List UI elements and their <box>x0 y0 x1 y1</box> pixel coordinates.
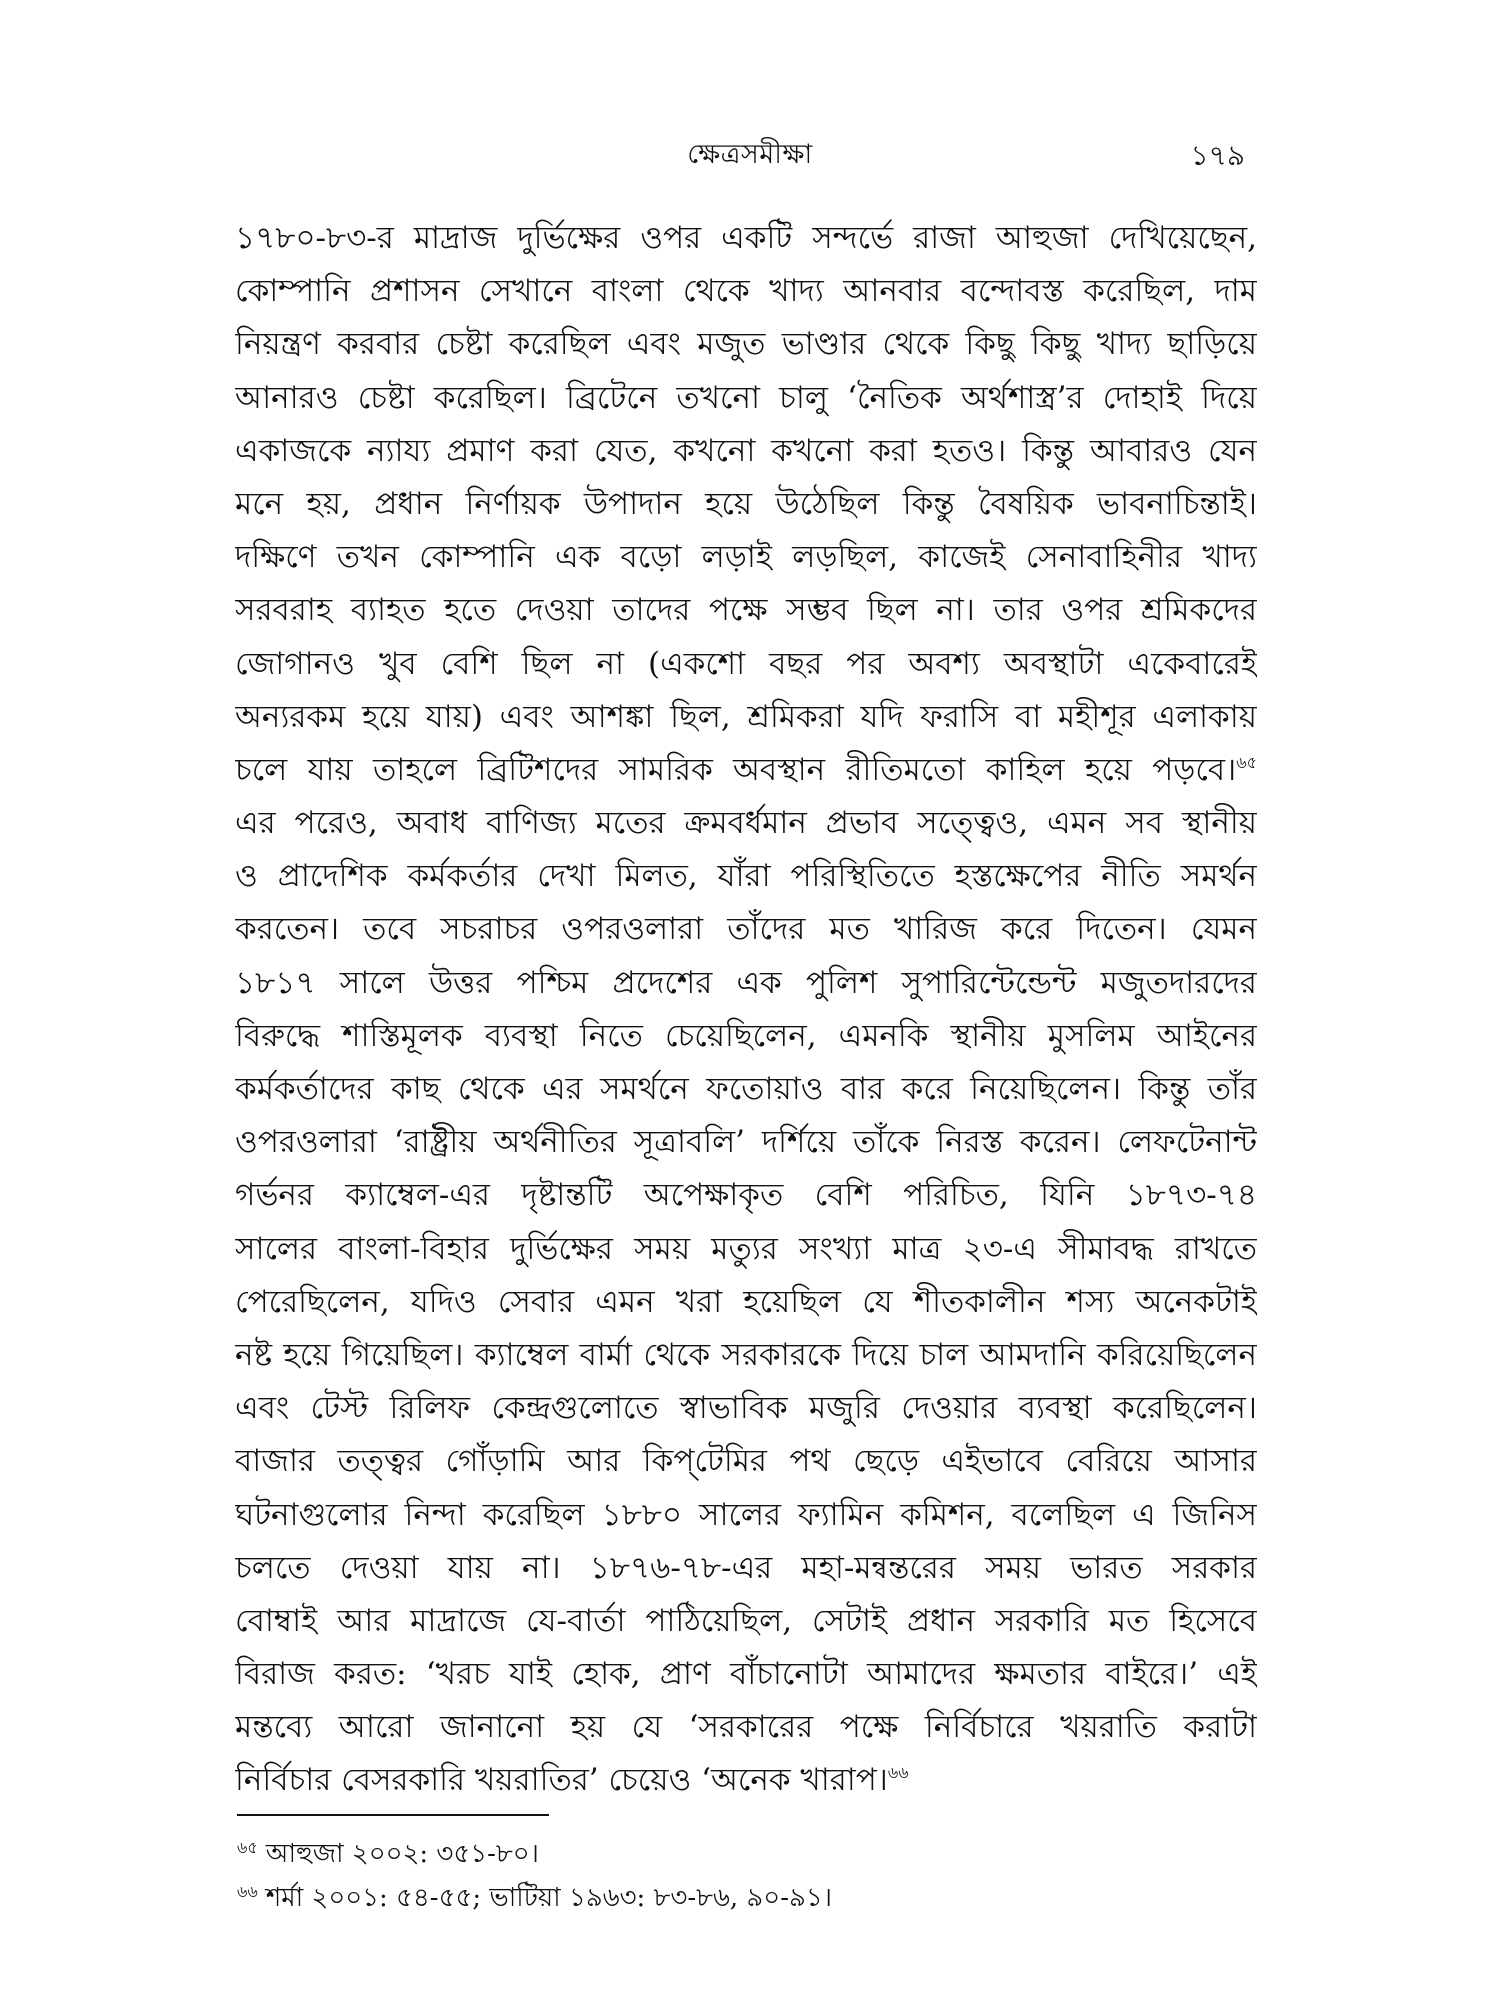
text-line-content: নির্বিচার বেসরকারি খয়রাতির’ চেয়েও ‘অনেক খারাপ। <box>235 1762 888 1799</box>
text-line: সালের বাংলা-বিহার দুর্ভিক্ষের সময় মত্যুর সংখ্যা মাত্র ২৩-এ সীমাবদ্ধ রাখতে <box>235 1230 1257 1267</box>
text-line: ১৭৮০-৮৩-র মাদ্রাজ দুর্ভিক্ষের ওপর একটি সন্দর্ভে রাজা আহুজা দেখিয়েছেন, <box>235 220 1257 256</box>
footnote-mark: ৬৫ <box>237 1838 258 1857</box>
text-line: ঘটনাগুলোর নিন্দা করেছিল ১৮৮০ সালের ফ্যামিন কমিশন, বলেছিল এ জিনিস <box>235 1496 1257 1533</box>
text-line: গর্ভনর ক্যাম্বেল-এর দৃষ্টান্তটি অপেক্ষাকৃত বেশি পরিচিত, যিনি ১৮৭৩-৭৪ <box>235 1177 1257 1214</box>
text-line: করতেন। তবে সচরাচর ওপরওলারা তাঁদের মত খারিজ করে দিতেন। যেমন <box>235 911 1257 948</box>
running-head: ক্ষেত্রসমীক্ষা <box>687 139 813 170</box>
text-line-with-note-66 <box>235 1754 1257 1807</box>
text-line: বিরুদ্ধে শাস্তিমূলক ব্যবস্থা নিতে চেয়েছিলেন, এমনকি স্থানীয় মুসলিম আইনের <box>235 1017 1257 1054</box>
footnote-divider <box>237 1814 549 1816</box>
text-line: বোম্বাই আর মাদ্রাজে যে-বার্তা পাঠিয়েছিল, সেটাই প্রধান সরকারি মত হিসেবে <box>235 1602 1257 1639</box>
footnote-reference-66[interactable]: ৬৬ <box>887 1763 909 1783</box>
text-line: আনারও চেষ্টা করেছিল। ব্রিটেনে তখনো চালু ‘নৈতিক অর্থশাস্ত্র’র দোহাই দিয়ে <box>235 379 1257 416</box>
text-line: মনে হয়, প্রধান নির্ণায়ক উপাদান হয়ে উঠেছিল কিন্তু বৈষয়িক ভাবনাচিন্তাই। <box>235 485 1257 522</box>
text-line: বিরাজ করত: ‘খরচ যাই হোক, প্রাণ বাঁচানোটা আমাদের ক্ষমতার বাইরে।’ এই <box>235 1656 1257 1693</box>
footnotes <box>237 1832 1237 1920</box>
text-line: কর্মকর্তাদের কাছ থেকে এর সমর্থনে ফতোয়াও বার করে নিয়েছিলেন। কিন্তু তাঁর <box>235 1071 1257 1107</box>
text-line: এর পরেও, অবাধ বাণিজ্য মতের ক্রমবর্ধমান প্রভাব সত্ত্বেও, এমন সব স্থানীয় <box>235 805 1257 842</box>
footnote-66 <box>237 1876 1237 1920</box>
text-line: চলতে দেওয়া যায় না। ১৮৭৬-৭৮-এর মহা-মন্বন্তরের সময় ভারত সরকার <box>235 1549 1257 1586</box>
text-line: ও প্রাদেশিক কর্মকর্তার দেখা মিলত, যাঁরা পরিস্থিতিতে হস্তক্ষেপের নীতি সমর্থন <box>235 858 1257 895</box>
text-line: মন্তব্যে আরো জানানো হয় যে ‘সরকারের পক্ষে নির্বিচারে খয়রাতি করাটা <box>235 1709 1257 1746</box>
footnote-65 <box>237 1832 1237 1876</box>
page-number: ১৭৯ <box>1190 139 1245 172</box>
text-line: পেরেছিলেন, যদিও সেবার এমন খরা হয়েছিল যে শীতকালীন শস্য অনেকটাই <box>235 1283 1257 1320</box>
footnote-mark: ৬৬ <box>237 1882 258 1901</box>
text-line: নিয়ন্ত্রণ করবার চেষ্টা করেছিল এবং মজুত ভাণ্ডার থেকে কিছু কিছু খাদ্য ছাড়িয়ে <box>235 326 1257 363</box>
text-line: সরবরাহ ব্যাহত হতে দেওয়া তাদের পক্ষে সম্ভব ছিল না। তার ওপর শ্রমিকদের <box>235 592 1257 629</box>
body-paragraph <box>235 212 1257 1808</box>
text-line: বাজার তত্ত্বর গোঁড়ামি আর কিপ্‌টেমির পথ ছেড়ে এইভাবে বেরিয়ে আসার <box>235 1443 1257 1480</box>
footnote-reference-65[interactable]: ৬৫ <box>1236 752 1257 772</box>
text-line: কোম্পানি প্রশাসন সেখানে বাংলা থেকে খাদ্য আনবার বন্দোবস্ত করেছিল, দাম <box>235 273 1257 310</box>
text-line-content: চলে যায় তাহলে ব্রিটিশদের সামরিক অবস্থান রীতিমতো কাহিল হয়ে পড়বে। <box>235 751 1237 788</box>
text-line: ওপরওলারা ‘রাষ্ট্রীয় অর্থনীতির সূত্রাবলি’ দর্শিয়ে তাঁকে নিরস্ত করেন। লেফটেনান্ট <box>235 1124 1257 1161</box>
text-line: নষ্ট হয়ে গিয়েছিল। ক্যাম্বেল বার্মা থেকে সরকারকে দিয়ে চাল আমদানি করিয়েছিলেন <box>235 1336 1257 1373</box>
text-line-with-note-65 <box>235 744 1257 797</box>
text-line: একাজকে ন্যায্য প্রমাণ করা যেত, কখনো কখনো করা হতও। কিন্তু আবারও যেন <box>235 432 1257 469</box>
text-line: ১৮১৭ সালে উত্তর পশ্চিম প্রদেশের এক পুলিশ সুপারিন্টেন্ডেন্ট মজুতদারদের <box>235 964 1257 1001</box>
text-line: জোগানও খুব বেশি ছিল না (একশো বছর পর অবশ্য অবস্থাটা একেবারেই <box>235 645 1257 682</box>
text-line: এবং টেস্ট রিলিফ কেন্দ্রগুলোতে স্বাভাবিক মজুরি দেওয়ার ব্যবস্থা করেছিলেন। <box>235 1390 1257 1427</box>
text-line: অন্যরকম হয়ে যায়) এবং আশঙ্কা ছিল, শ্রমিকরা যদি ফরাসি বা মহীশূর এলাকায় <box>235 698 1257 735</box>
footnote-text: আহুজা ২০০২: ৩৫১-৮০। <box>265 1839 539 1869</box>
text-line: দক্ষিণে তখন কোম্পানি এক বড়ো লড়াই লড়ছিল, কাজেই সেনাবাহিনীর খাদ্য <box>235 539 1257 576</box>
footnote-text: শর্মা ২০০১: ৫৪-৫৫; ভাটিয়া ১৯৬৩: ৮৩-৮৬, ৯০-৯১। <box>265 1883 833 1913</box>
